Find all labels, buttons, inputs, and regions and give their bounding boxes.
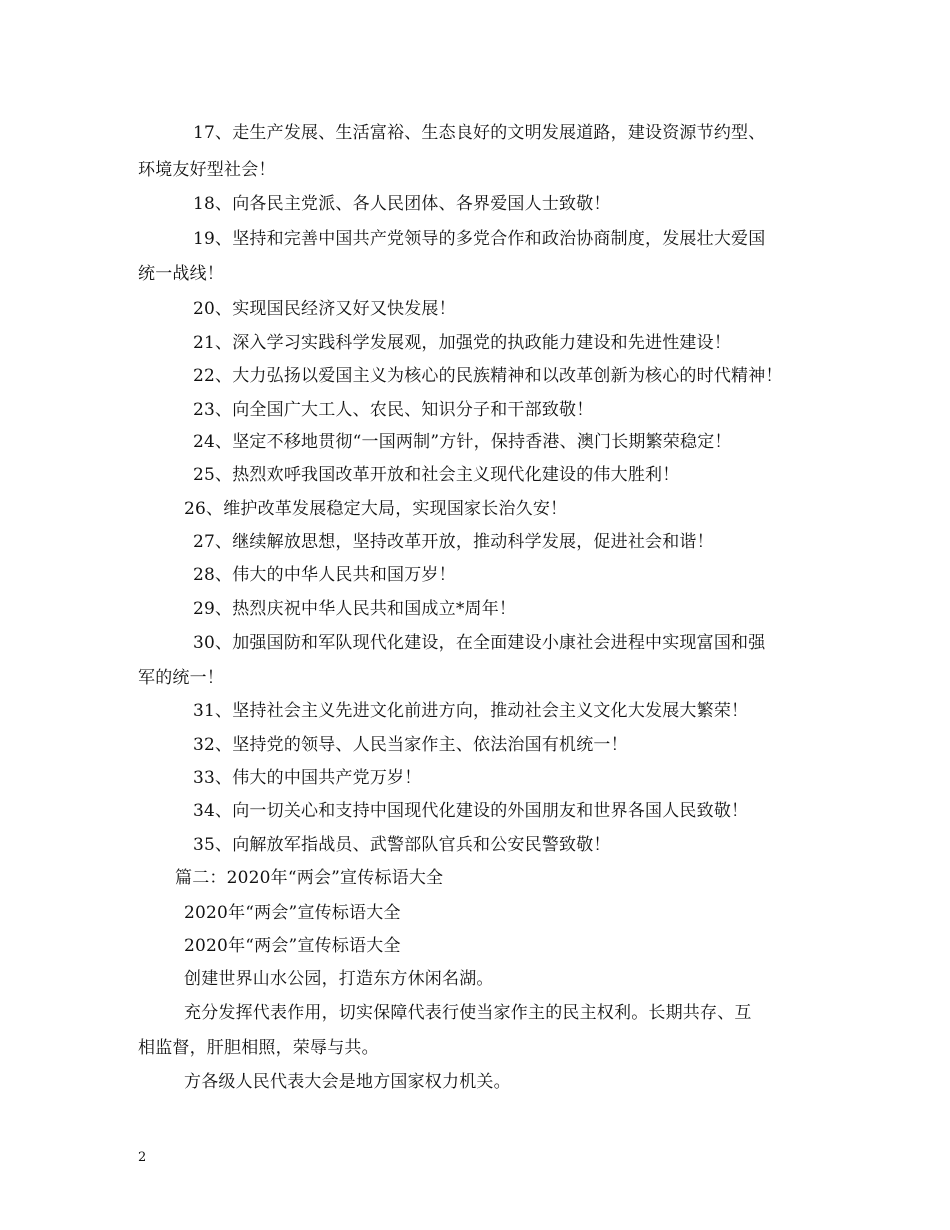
- text-line: 21、深入学习实践科学发展观，加强党的执政能力建设和先进性建设！: [193, 333, 732, 353]
- text-line: 相监督，肝胆相照，荣辱与共。: [138, 1038, 379, 1058]
- text-line: 军的统一！: [138, 668, 224, 688]
- text-line: 环境友好型社会！: [138, 160, 276, 180]
- section-heading: 篇二：2020年“两会”宣传标语大全: [175, 868, 444, 888]
- page-number: 2: [138, 1150, 147, 1165]
- text-line: 32、坚持党的领导、人民当家作主、依法治国有机统一！: [193, 735, 628, 755]
- text-line: 17、走生产发展、生活富裕、生态良好的文明发展道路，建设资源节约型、: [193, 123, 766, 143]
- text-line: 31、坚持社会主义先进文化前进方向，推动社会主义文化大发展大繁荣！: [193, 701, 749, 721]
- text-line: 19、坚持和完善中国共产党领导的多党合作和政治协商制度，发展壮大爱国: [193, 229, 766, 249]
- text-line: 35、向解放军指战员、武警部队官兵和公安民警致敬！: [193, 835, 611, 855]
- text-line: 24、坚定不移地贯彻“一国两制”方针，保持香港、澳门长期繁荣稳定！: [193, 432, 732, 452]
- text-line: 20、实现国民经济又好又快发展！: [193, 299, 456, 319]
- text-line: 27、继续解放思想，坚持改革开放，推动科学发展，促进社会和谐！: [193, 532, 714, 552]
- text-line: 23、向全国广大工人、农民、知识分子和干部致敬！: [193, 400, 594, 420]
- text-line: 方各级人民代表大会是地方国家权力机关。: [184, 1072, 511, 1092]
- text-line: 28、伟大的中华人民共和国万岁！: [193, 565, 456, 585]
- text-line: 创建世界山水公园，打造东方休闲名湖。: [184, 969, 494, 989]
- text-line: 统一战线！: [138, 264, 224, 284]
- text-line: 充分发挥代表作用，切实保障代表行使当家作主的民主权利。长期共存、互: [184, 1003, 752, 1023]
- text-line: 34、向一切关心和支持中国现代化建设的外国朋友和世界各国人民致敬！: [193, 801, 749, 821]
- text-line: 18、向各民主党派、各人民团体、各界爱国人士致敬！: [193, 194, 611, 214]
- text-line: 29、热烈庆祝中华人民共和国成立*周年！: [193, 599, 517, 619]
- text-line: 26、维护改革发展稳定大局，实现国家长治久安！: [184, 499, 568, 519]
- text-line: 25、热烈欢呼我国改革开放和社会主义现代化建设的伟大胜利！: [193, 465, 680, 485]
- text-line: 33、伟大的中国共产党万岁！: [193, 768, 422, 788]
- text-line: 22、大力弘扬以爱国主义为核心的民族精神和以改革创新为核心的时代精神！: [193, 366, 783, 386]
- text-line: 30、加强国防和军队现代化建设，在全面建设小康社会进程中实现富国和强: [193, 633, 766, 653]
- text-line: 2020年“两会”宣传标语大全: [184, 936, 401, 956]
- text-line: 2020年“两会”宣传标语大全: [184, 903, 401, 923]
